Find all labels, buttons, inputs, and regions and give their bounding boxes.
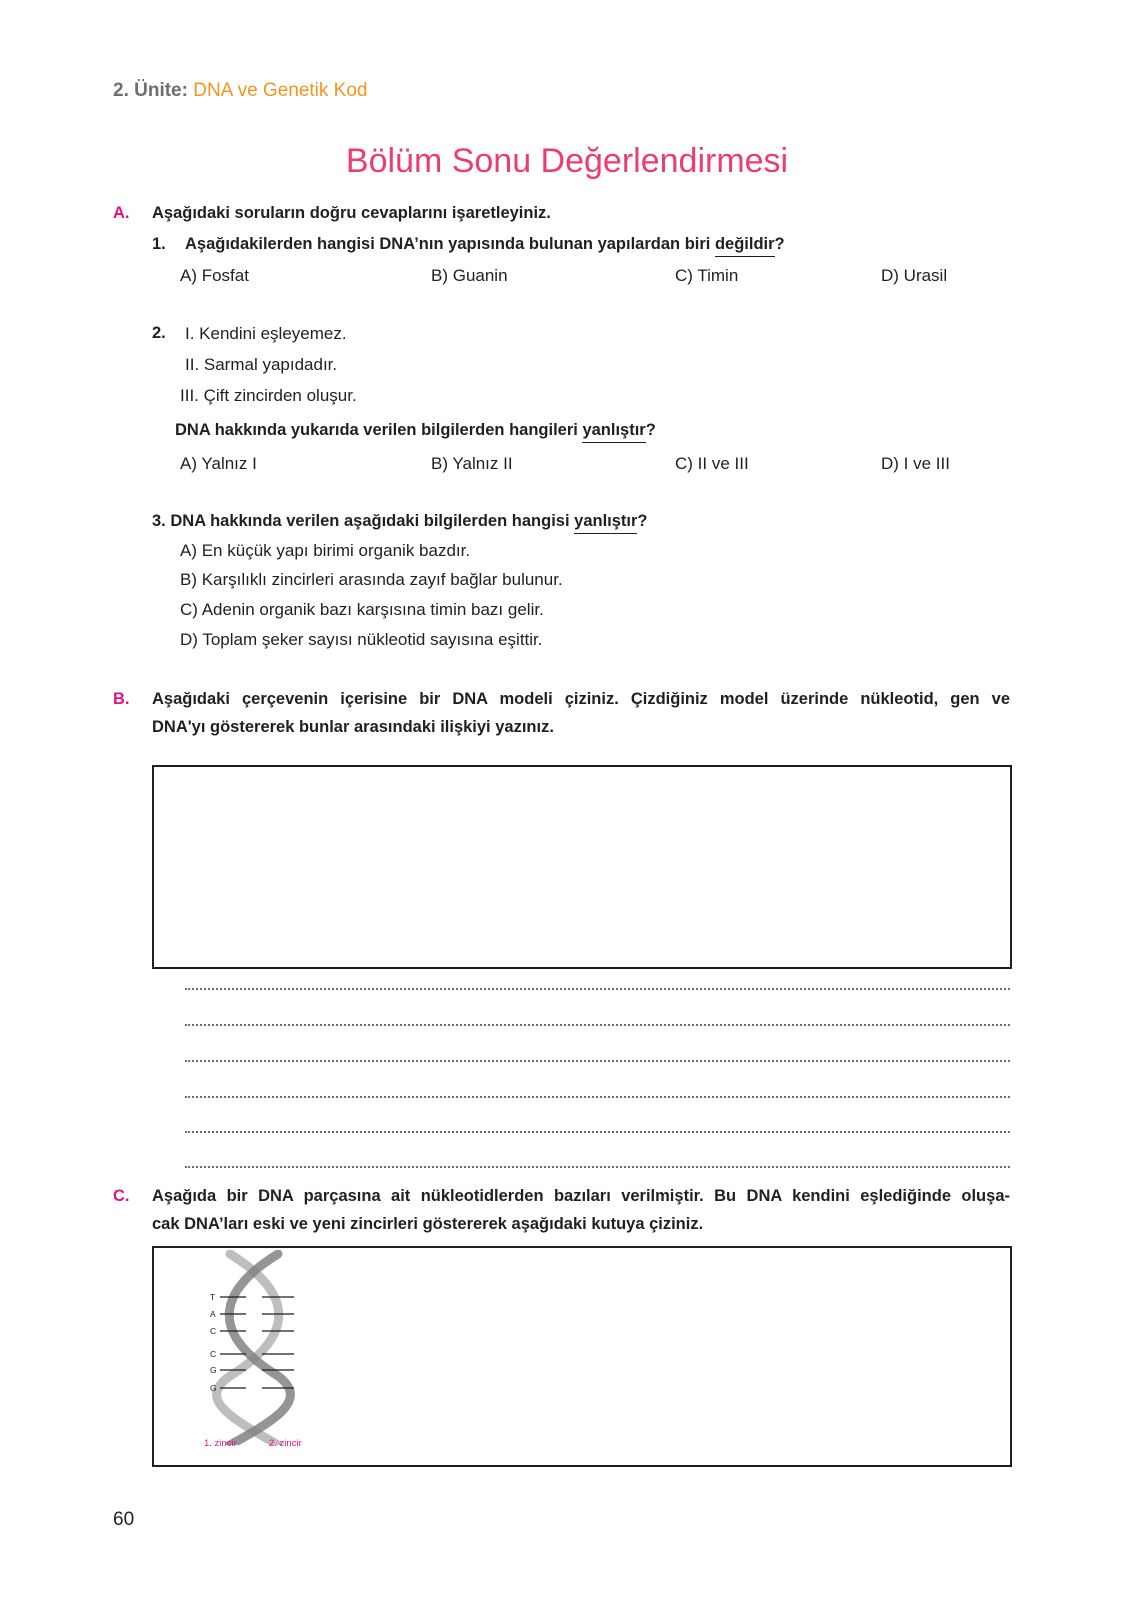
q3-option-d[interactable]: D) Toplam şeker sayısı nükleotid sayısına eşittir. [180, 630, 543, 649]
q3-text-underlined: yanlıştır [574, 512, 637, 534]
page-number: 60 [113, 1509, 135, 1530]
q1-text-underlined: değildir [715, 235, 775, 257]
section-b-line-2: DNA'yı göstererek bunlar arasındaki ilişkiyi yazınız. [152, 718, 554, 736]
answer-line-5[interactable] [185, 1131, 1010, 1133]
q2-option-b[interactable]: B) Yalnız II [431, 454, 513, 473]
strand-2-label: 2. zincir [269, 1438, 302, 1449]
q2-option-d[interactable]: D) I ve III [881, 454, 950, 473]
section-a-instruction: Aşağıdaki soruların doğru cevaplarını işaretleyiniz. [152, 204, 551, 222]
section-c-letter: C. [113, 1187, 130, 1205]
q2-number: 2. [152, 324, 166, 342]
q2-statement-1: I. Kendini eşleyemez. [185, 324, 347, 343]
section-c-line-2: cak DNA’ları eski ve yeni zincirleri göstererek aşağıdaki kutuya çiziniz. [152, 1215, 704, 1233]
q2-stem-before: DNA hakkında yukarıda verilen bilgilerden hangileri [175, 421, 578, 439]
section-b-letter: B. [113, 690, 130, 708]
q1-option-a[interactable]: A) Fosfat [180, 266, 249, 285]
q3-text [152, 512, 648, 531]
answer-line-2[interactable] [185, 1024, 1010, 1026]
q2-stem [175, 421, 656, 440]
section-a-letter: A. [113, 204, 130, 222]
q2-stem-underlined: yanlıştır [582, 421, 645, 443]
base-2: A [210, 1309, 216, 1319]
answer-line-4[interactable] [185, 1096, 1010, 1098]
q3-number: 3. [152, 512, 166, 530]
section-c-line-1: Aşağıda bir DNA parçasına ait nükleotidlerden bazıları verilmiştir. Bu DNA kendini eşlediğinde oluşa- [152, 1187, 1010, 1205]
q1-text-after: ? [774, 235, 785, 253]
q1-text [185, 235, 785, 254]
q2-option-c[interactable]: C) II ve III [675, 454, 749, 473]
answer-line-1[interactable] [185, 988, 1010, 990]
dna-model-drawing-box[interactable] [152, 765, 1012, 969]
dna-helix-illustration [200, 1250, 350, 1445]
base-5: G [210, 1365, 217, 1375]
q1-option-d[interactable]: D) Urasil [881, 266, 948, 285]
unit-header [113, 80, 368, 102]
unit-label: 2. Ünite: [113, 80, 188, 101]
q2-stem-after: ? [645, 421, 656, 439]
q1-option-c[interactable]: C) Timin [675, 266, 739, 285]
q3-option-b[interactable]: B) Karşılıklı zincirleri arasında zayıf bağlar bulunur. [180, 570, 563, 589]
q2-option-a[interactable]: A) Yalnız I [180, 454, 257, 473]
q3-text-after: ? [637, 512, 648, 530]
answer-line-3[interactable] [185, 1060, 1010, 1062]
base-3: C [210, 1326, 217, 1336]
base-1: T [210, 1292, 216, 1302]
unit-title: DNA ve Genetik Kod [193, 80, 368, 101]
answer-line-6[interactable] [185, 1166, 1010, 1168]
q3-text-before: DNA hakkında verilen aşağıdaki bilgilerden hangisi [170, 512, 570, 530]
q3-option-c[interactable]: C) Adenin organik bazı karşısına timin bazı gelir. [180, 600, 544, 619]
q1-number: 1. [152, 235, 166, 253]
base-6: G [210, 1383, 217, 1393]
q1-text-before: Aşağıdakilerden hangisi DNA’nın yapısında bulunan yapılardan biri [185, 235, 711, 253]
q1-option-b[interactable]: B) Guanin [431, 266, 508, 285]
q2-statement-2: II. Sarmal yapıdadır. [185, 355, 338, 374]
q2-statement-3: III. Çift zincirden oluşur. [180, 386, 357, 405]
base-4: C [210, 1349, 217, 1359]
section-b-line-1: Aşağıdaki çerçevenin içerisine bir DNA modeli çiziniz. Çizdiğiniz model üzerinde nükleotid, gen ve [152, 690, 1010, 708]
q3-option-a[interactable]: A) En küçük yapı birimi organik bazdır. [180, 541, 471, 560]
strand-1-label: 1. zincir [204, 1438, 237, 1449]
page-title: Bölüm Sonu Değerlendirmesi [345, 142, 789, 180]
